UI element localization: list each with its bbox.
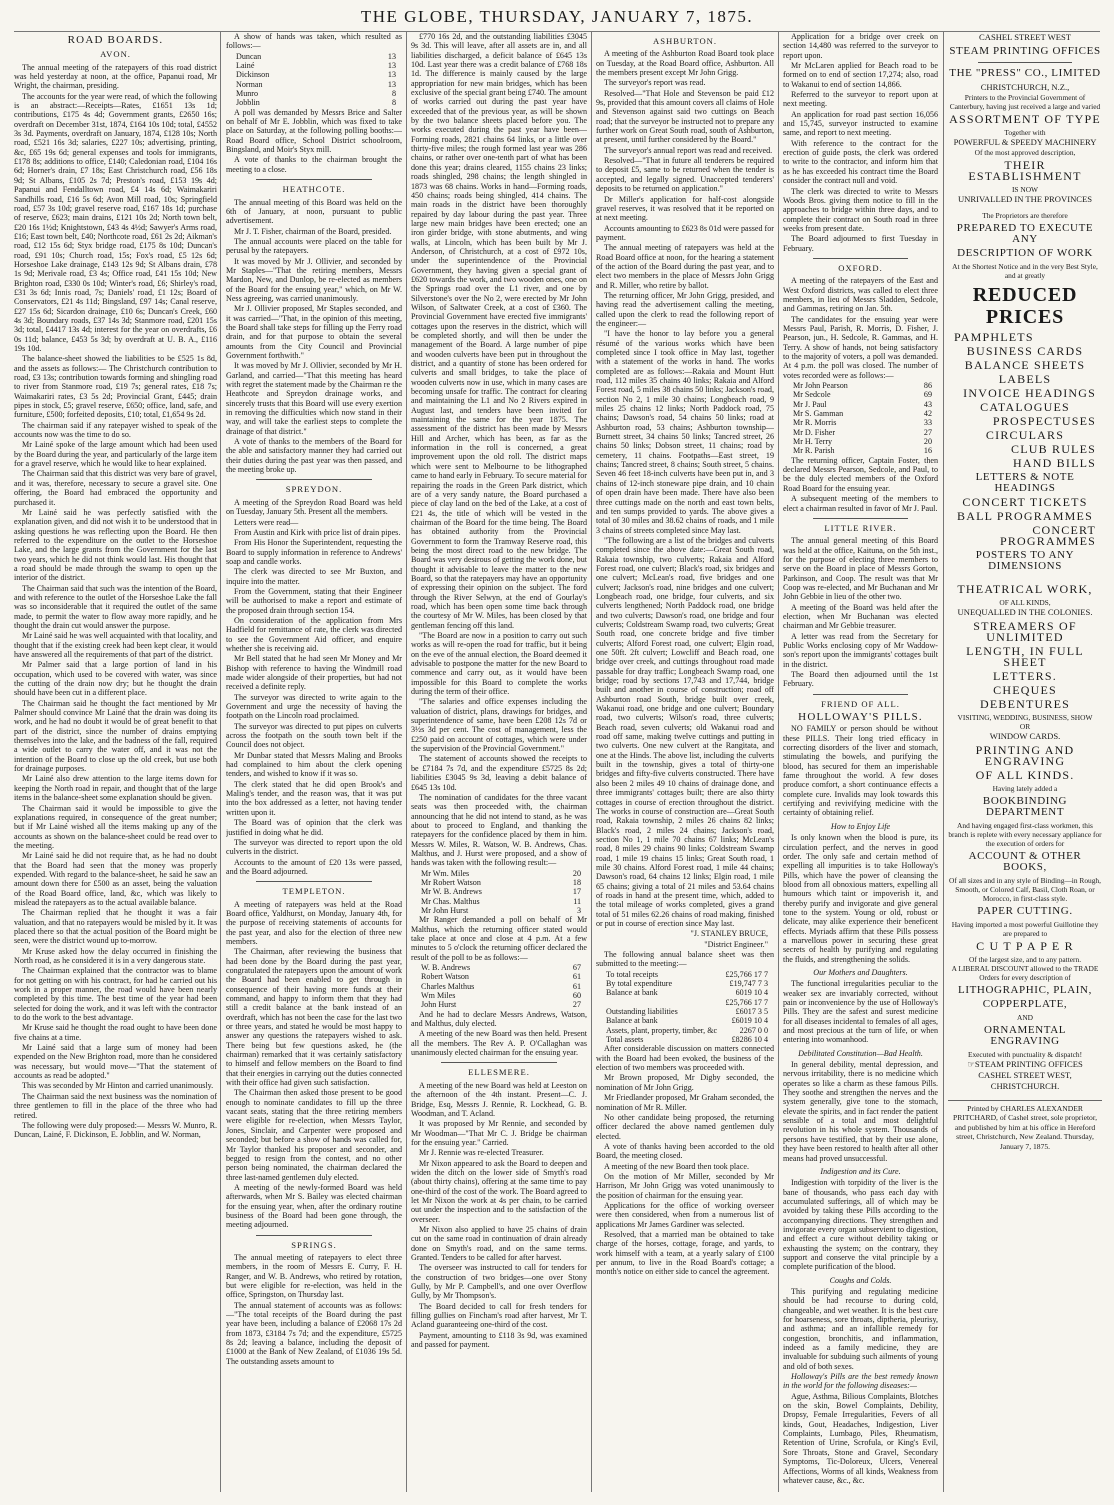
paragraph: On consideration of the application from Mrs Hadfield for remittance of rate, the clerk was directed to see the Government Aid officer, and enquire whether she is receiving aid. [226, 615, 402, 653]
ad-line: POWERFUL & SPEEDY MACHINERY [953, 137, 1097, 147]
paragraph: It was moved by Mr J. Ollivier, seconded by Mr H. Garland, and carried—"That this meeting has heard with regret the statement made by the Chairman re the Heathcote and Spreydon drainage works, and sincerely trusts that this Board will use every exertion in removing the difficulties which now stand in their way, and will take the earliest steps to complete the drainage of that district." [226, 361, 402, 436]
divider [256, 179, 372, 180]
paragraph: In general debility, mental depression, and nervous irritability, there is no medicine which operates so like a charm as these famous Pills. They soothe and strengthen the nerves and the system generally, give tone to the stomach, elevate the spirits, and in fact render the patient sensible of a total and most delightful revolution in his whole system. Thousands of persons have testified, that by their use alone, they have been restored to health after all other means had proved unsuccessful. [783, 1060, 938, 1163]
column-5 [783, 32, 938, 1497]
ad-item: CLUB RULES [1010, 442, 1096, 456]
paragraph: The clerk was directed to see Mr Buxton, and inquire into the matter. [226, 567, 402, 586]
ad-headline-reduced-prices: REDUCED PRICES [972, 284, 1078, 328]
ad-heading: PREPARED TO EXECUTE ANY [956, 222, 1094, 245]
advert-kicker: FRIEND OF ALL. [821, 698, 900, 709]
paragraph: The Board decided to call for fresh tenders for filling gullies on Fincham's road after harvest, Mr T. Acland guaranteeing one-third of the cost. [411, 1301, 587, 1330]
divider [978, 62, 1072, 63]
ad-heading: COPPERPLATE, [982, 998, 1068, 1010]
paragraph: Mr Lainé said he was well acquainted with that locality, and thought that if the existing creek had been kept clear, it would have answered all the requirements of that part of the district. [14, 631, 217, 659]
column-2 [226, 32, 402, 1497]
heading-avon: AVON. [100, 49, 131, 60]
paragraph: Mr Friedlander proposed, Mr Graham seconded, the nomination of Mr R. Miller. [596, 1093, 774, 1112]
ad-heading: DEBENTURES [980, 697, 1070, 711]
ad-heading: ASSORTMENT OF TYPE [949, 112, 1101, 126]
balance-row: By total expenditure £19,747 7 3 [606, 979, 768, 989]
heading-oxford: OXFORD. [838, 262, 883, 273]
ad-line: CHRISTCHURCH, N.Z., [980, 82, 1070, 92]
ad-heading: OF ALL KINDS. [975, 768, 1075, 782]
masthead: THE GLOBE, THURSDAY, JANUARY 7, 1875. [360, 7, 754, 26]
ad-line: WINDOW CARDS. [989, 731, 1061, 741]
paragraph: The surveyor's annual report was read and received. [604, 145, 773, 155]
paragraph: The clerk stated that he did open Brook's and Maling's tender, and the reason was, that it was put into the box addressed as a letter, not having tender written upon it. [226, 779, 402, 817]
ad-item: LABELS [998, 372, 1052, 386]
paragraph: Mr J. Ollivier proposed, Mr Staples seconded, and it was carried—"That, in the opinion of this meeting, the Board shall take steps for filling up the Ferry road drain, and for that purpose to obtain the several amounts from the City Council and Provincial Government forthwith." [226, 304, 402, 360]
paragraph: The Chairman, after reviewing the business that had been done by the Board during the past year, congratulated the ratepayers upon the amount of work the Board had been enabled to get through in consequence of their having more funds at their command, and happy to inform them that they had still a credit balance at the bank instead of an overdraft, which has not been the case for the last two or three years, and stated he would be most happy to answer any questions the ratepayers wished to ask. There being but few questions asked, he (the chairman) remarked that it was certainly satisfactory to himself and fellow members on the Board to find that their energies in carrying out the duties connected with their office had given such satisfaction. [226, 947, 402, 1088]
advert-subhead: How to Enjoy Life [830, 821, 891, 831]
paragraph: Mr Nixon appeared to ask the Board to deepen and widen the ditch on the lower side of Smyth's road (about thirty chains), offering at the same time to pay one-third of the cost of the work. The Board agreed to let Mr Nixon the work at 4s per chain, to be carried out under the inspection and to the satisfaction of the overseer. [411, 1158, 587, 1224]
ad-heading: BOOKBINDING DEPARTMENT [982, 795, 1068, 818]
paragraph: The Board then adjourned until the 1st February. [783, 670, 938, 689]
ad-line: VISITING, WEDDING, BUSINESS, SHOW [957, 713, 1093, 722]
ad-item: POSTERS TO ANY DIMENSIONS [975, 549, 1075, 572]
advert-subhead: Our Mothers and Daughters. [813, 967, 908, 977]
paragraph: Applications for the office of working overseer were then considered, when from a numerous list of applications Mr James Gardiner was selected. [596, 1200, 774, 1229]
column-4 [596, 32, 774, 1497]
poll-table [783, 381, 938, 456]
paragraph: The statement of accounts showed the receipts to be £7184 7s 7d, and the expenditure £5725 8s 2d; liabilities £3045 9s 3d, leaving a debit balance of £645 13s 10d. [411, 754, 587, 792]
paragraph: The annual meeting of the ratepayers of this road district was held yesterday at noon, at the office, Papanui road, Mr Wright, the chairman, presiding. [14, 62, 217, 91]
advert-subhead: Coughs and Colds. [829, 1275, 892, 1285]
ad-line: UNEQUALLED IN THE COLONIES. [957, 607, 1093, 617]
paragraph: From His Honor the Superintendent, requesting the Board to supply information in reference to Andrews' soap and candle works. [226, 538, 402, 566]
ad-heading: THEIR ESTABLISHMENT [968, 158, 1082, 183]
paragraph: "I have the honor to lay before you a general résumé of the various works which have been completed since I took office in May last, together with a statement of the works in hand. The works completed are as follows:—Rakaia and Mount Hutt road, 112 miles 35 chains 40 links; Rakaia and Alford Forest road, 5 miles 38 chains 50 links; Jackson's road, section No 2, 1 mile 30 chains; Longbeach road, 9 miles 25 chains 12 links; North Paddock road, 75 chains; Dawson's road, 54 chains 50 links; road at Ashburton road, 53 chains; Ashburton township—Burnett street, 34 chains 50 links; Tancred street, 26 chains 50 links; Dobson street, 11 chains; road by cemetery, 11 chains. Footpaths—East street, 19 chains; Tancred street, 8 chains; South street, 5 chains. Seven 46 feet 18-inch culverts have been put in, and 3 chains of 12-inch stoneware pipe drain, and 10 chain of open drain have been made. There have also been three cuttings made on the north and east town belts, and ten sumps provided to yards. The above gives a total of 30 miles and 38.62 chains of roads, and 1 mile 3 chains of streets completed since May last. [596, 329, 774, 535]
ad-line: CASHEL STREET WEST [979, 32, 1071, 42]
ad-item: INVOICE HEADINGS [963, 386, 1096, 400]
paragraph: A vote of thanks to the members of the Board for the able and satisfactory manner they had carried out their duties during the past year was then passed, and the meeting broke up. [226, 437, 402, 475]
ad-item: PROSPECTUSES [992, 414, 1096, 428]
vote-row: Mr Wm. Miles 20 [421, 868, 581, 878]
divider [813, 518, 908, 519]
paragraph: The Board was of opinion that the clerk was justified in doing what he did. [226, 818, 402, 837]
vote-row: Dickinson 13 [236, 70, 396, 80]
paragraph: The chairman said if any ratepayer wished to speak of the accounts now was the time to do so. [14, 420, 217, 440]
paragraph: The annual accounts were placed on the table for perusal by the ratepayers. [226, 236, 402, 256]
divider [813, 694, 908, 695]
paragraph: The surveyor was directed to put pipes on culverts across the footpath on the south town belt if the Council does not object. [226, 721, 402, 750]
balance-row: Balance at bank £6019 10 4 [606, 1016, 768, 1026]
paragraph: A meeting of ratepayers was held at the Road Board office, Yaldhurst, on Monday, January 4th, for the purpose of receiving statements of accounts for the past year, and also for the election of three new members. [226, 899, 402, 946]
ad-heading: C U T P A P E R [976, 939, 1074, 953]
column-rule [220, 32, 221, 1492]
paragraph: Resolved, that a married man be obtained to take charge of the horses, cottage, forage, and yards, to work himself with a team, at a yearly salary of £100 per annum, to live in the Road Board's cottage; a month's notice on either side to cancel the agreement. [596, 1229, 774, 1277]
column-6-printing-advert [948, 32, 1102, 1497]
paragraph: The annual meeting of this Board was held on the 6th of January, at noon, pursuant to public advertisement. [226, 197, 402, 226]
ad-line: Having imported a most powerful Guillotine they are prepared to [951, 920, 1099, 938]
paragraph: The returning officer, Captain Foster, then declared Messrs Pearson, Sedcole, and Paul, to be the duly elected members of the Oxford Road Board for the ensuing year. [783, 455, 938, 493]
paragraph: Mr Ranger demanded a poll on behalf of Mr Malthus, which the returning officer stated would take place at once and close at 4 p.m. At a few minutes to 5 o'clock the returning officer declared the result of the poll to be as follows:— [411, 915, 587, 962]
paragraph: Referred to the surveyor to report upon at next meeting. [783, 90, 938, 109]
ad-line: Of the most approved description, [974, 148, 1076, 157]
ad-line: OF ALL KINDS, [999, 598, 1051, 607]
paragraph: A poll was demanded by Messrs Brice and Salter on behalf of Mr E. Jobblin, which was fixed to take place on Saturday, at the following polling booths:—Road Board office, School District schoolroom, Bingsland, and Moir's Styx mill. [226, 107, 402, 155]
paragraph: From Austin and Kirk with price list of drain pipes. [234, 527, 401, 537]
paragraph: NO FAMILY or person should be without these PILLS. Their long tried efficacy in correcting disorders of the liver and stomach, stimulating the bowels, and purifying the blood, has secured for them an imperishable fame throughout the world. A few doses produce comfort, a short continuance effects a complete cure. Invalids may look towards this certifying and revivifying medicine with the certainty of obtaining relief. [783, 724, 938, 818]
paragraph: The functional irregularities peculiar to the weaker sex are invariably corrected, without pain or inconvenience by the use of Holloway's Pills. They are the safest and surest medicine for all diseases incidental to females of all ages, and most precious at the turn of life, or when entering into womanhood. [783, 979, 938, 1045]
vote-row: Mr W. B. Andrews 17 [421, 887, 581, 897]
column-rule [943, 32, 944, 1492]
ad-heading: PAPER CUTTING. [977, 905, 1073, 917]
poll-row: Mr R. Morris 33 [793, 418, 932, 428]
balance-row: Total assets £8286 10 4 [606, 1035, 768, 1045]
paragraph: Indigestion with torpidity of the liver is the bane of thousands, who pass each day with accumulated sufferings, all of which may be avoided by taking these Pills according to the accompanying directions. They strengthen and invigorate every organ subservient to digestion, and effect a cure without debility taking or exhausting the system; on the contrary, they support and conserve the vital principle by a complete purification of the blood. [783, 1178, 938, 1272]
ad-item: BALANCE SHEETS [964, 358, 1086, 372]
ad-item: CONCERT PROGRAMMES [999, 523, 1096, 548]
paragraph: The following were duly proposed:— Messrs W. Munro, R. Duncan, Lainé, F. Dickinson, E. Jobblin, and W. Norman, [14, 1120, 217, 1140]
poll-row: Mr J. Paul 43 [793, 399, 932, 409]
poll-row: Charles Malthus 61 [421, 981, 581, 991]
ad-line: Of the largest size, and to any pattern. [968, 955, 1082, 964]
poll-row: John Hurst 27 [421, 1000, 581, 1010]
column-3 [411, 32, 587, 1497]
paragraph: The annual statement of accounts was as follows:—"The total receipts of the Board during the past year have been, including a balance of £2068 17s 2d from 1873, £3184 7s 7d; and the expenditure, £5725 8s 2d; leaving a balance, including the deposit of £1000 at the Bank of New Zealand, of £1036 19s 5d. The outstanding assets amount to [226, 1300, 402, 1366]
vote-row: Jobblin 8 [236, 98, 396, 108]
ad-line: A LIBERAL DISCOUNT allowed to the TRADE [951, 964, 1099, 973]
paragraph: The Chairman explained that the contractor was to blame for not getting on with his contract, for had he carried out his work in a proper manner, the road would have been nearly completed by this time. The best time of the year had been selected for doing the work, and it was left with the contractor to do the work to the best advantage. [14, 966, 217, 1023]
ad-item: BUSINESS CARDS [966, 344, 1084, 358]
vote-row: Norman 13 [236, 79, 396, 89]
paragraph: Mr Lainé also drew attention to the large items down for keeping the North road in repair, and thought that of the large items in the balance-sheet some explanation should be given. [14, 774, 217, 803]
ad-heading: ORNAMENTAL ENGRAVING [983, 1024, 1067, 1047]
paragraph: And he had to declare Messrs Andrews, Watson, and Malthus, duly elected. [411, 1009, 587, 1029]
paragraph: Mr Nixon also applied to have 25 chains of drain cut on the same road in continuation of drain already done on Smyth's road, and on the same terms. Granted. Tenders to be called for after harvest. [411, 1224, 587, 1262]
column-rule [591, 32, 592, 1492]
ad-line: Executed with punctuality & dispatch! [967, 1050, 1083, 1059]
paragraph: This purifying and regulating medicine should be had recourse to during cold, changeable, and wet weather. It is the best cure for hoarseness, sore throats, diptheria, pleurisy, and asthma; and an infallible remedy for congestion, bronchitis, and inflammation, indeed as a family medicine, they are invaluable for subduing such ailments of young and old of both sexes. [783, 1286, 938, 1371]
ad-line: Printers to the Provincial Government of Canterbury, having just received a large and varied [949, 93, 1101, 111]
paragraph: Mr Lainé said that a large sum of money had been expended on the New Brighton road, more than he considered was necessary, but would move—"That the statement of accounts as read be adopted." [14, 1043, 217, 1081]
paragraph: A meeting of the new Board then took place. [604, 1161, 749, 1171]
heading-heathcote: HEATHCOTE. [282, 184, 346, 195]
paragraph: A letter was read from the Secretary for Public Works enclosing copy of Mr Waddow-son's report upon the immigrants' cottages built in the district. [783, 631, 938, 669]
paragraph: "The Board are now in a position to carry out such works as will re-open the road for traffic, but it being on the eve of the annual election, the Board deemed it advisable to postpone the matter for the new Board to commence and carry out, as it would have been impossible for this Board to complete the works during the term of their office. [411, 631, 587, 697]
ad-heading: LENGTH, IN FULL SHEET [966, 644, 1084, 669]
divider [256, 1235, 372, 1236]
paragraph: £770 16s 2d, and the outstanding liabilities £3045 9s 3d. This will leave, after all assets are in, and all liabilities discharged, a deficit balance of £645 13s 10d. Last year there was a credit balance of £768 18s 1d. The difference is mainly caused by the large appropriation for new main bridges, which has been exclusive of the special grant being £740. The amount of works carried out during the past year have exceeded that of the previous year, as will be shown by the two balance sheets placed before you. The works executed during the past year have been—Forming roads, 2821 chains 64 links, or a little over thirty-five miles; the rough formed last year was 286 chains, or rather over one-tenth part of what has been done this year; drains cleared, 1155 chains 23 links; roads shingled, 298 chains; the length shingled in 1873 was 68 chains. Works in hand—Forming roads, 450 chains; roads being shingled, 414 chains. The main roads in the district have been thoroughly repaired by day labour during the past year. Three large new main bridges have been erected; one an iron girder bridge, with stone abutments, and wing walls, at Lincoln, which has been built by Mr J. Anderson, of Christchurch, at a cost of £972 10s, under the superintendence of the Provincial Government, they having given a special grant of £620 towards the work, and two wooden ones, one on the Springs road over the L1 river, and one by Silverstone's over the No 2, were erected by Mr John Wilson, of Saltwater Creek, at a cost of £360. The Provincial Government have erected five immigrants' cottages upon the reserves in the district, which will be completed shortly, and will then be under the management of the Board. A large number of pipe and wooden culverts have been put in throughout the district, and a quantity of stone has been ordered for culverts and small bridges, to take the place of wooden culverts now in use, which in many cases are becoming unsafe for traffic. The contract for clearing and maintaining the L1 and No 2 Rivers expired in August last, and tenders have been invited for maintaining the same for the year 1875. The assessment of the district has been made by Messrs Hill and Archer, which has been, as far as the information in the roll is concerned, a great improvement upon the old roll. The district maps which were sent to Melbourne to be lithographed came to hand early in February. To secure material for repairing the roads in the Green Park district, which are of a very sandy nature, the Board purchased a piece of clay land on the bed of the Lake, at a cost of £21 4s, the title of which will be vested in the chairman of the Board for the time being. The Board has obtained authority from the Provincial Government to form the Tramway Reserve road, this being the most direct road to the new bridge. The Board was very desirous of getting the work done, but thought it advisable to leave the matter to the new Board, so that the ratepayers may have an opportunity of expressing their opinion on the subject. The ford through the River Selwyn, at the end of Gourlay's road, which has been open some time back through the courtesy of Mr W. Miles, has been closed by that gentleman fencing off this land. [411, 32, 587, 630]
ad-heading: LITHOGRAPHIC, PLAIN, [958, 984, 1092, 996]
paragraph: A vote of thanks to the chairman brought the meeting to a close. [226, 155, 402, 174]
balance-row: Assets, plant, property, timber, &c 2267 0 0 [606, 1025, 768, 1035]
paragraph: A meeting of the ratepayers of the East and West Oxford districts, was called to elect three members, in lieu of Messrs Sladden, Sedcole, and Gammas, retiring on Jan. 5th. [783, 276, 938, 314]
avon-report [14, 63, 217, 1140]
paragraph: A meeting of the new Board was then held. Present all the members. The Rev A. P. O'Callaghan was unanimously elected chairman for the ensuing year. [411, 1029, 587, 1058]
vote-table [411, 869, 587, 916]
ad-item: LETTERS & NOTE HEADINGS [975, 471, 1075, 494]
paragraph: The annual general meeting of this Board was held at the office, Kaituna, on the 5th inst., for the purpose of electing three members to serve on the Board in place of Messrs Gorton, Parkinson, and Coop. The result was that Mr Coop was re-elected, and Mr Buchanan and Mr John Gebbie in lieu of the other two. [783, 536, 938, 602]
paragraph: Application for a bridge over creek on section 14,480 was referred to the surveyor to report upon. [783, 32, 938, 60]
poll-row: Mr S. Gamman 42 [793, 409, 932, 419]
balance-row: Outstanding liabilities £6017 3 5 [606, 1007, 768, 1017]
ad-line: Having lately added a [992, 784, 1058, 793]
paragraph: The Chairman replied that he thought it was a fair valuation, and that no ratepayers would be misled by it. It was placed there so that the actual position of the Board might be seen, were the district wound up to-morrow. [14, 908, 217, 946]
poll-row: W. B. Andrews 67 [421, 963, 581, 973]
divider [441, 1062, 557, 1063]
ad-line: OR [1019, 722, 1031, 731]
column-1 [14, 32, 217, 1497]
paragraph: The accounts for the year were read, of which the following is an abstract:—Receipts—Rates, £1651 13s 1d; contributions, £175 4s 4d; Government grants, £2650 16s; overdraft on December 31st, 1874, £164 10s 10d; total, £4552 3s 3d. Payments, overdraft on January, 1874, £128 10s; North road, £521 16s 3d; salaries, £227 10s; advertising, printing, &c, £65 19s 6d; general expenses and tools for immigrants, £178 8s; additions to office, £140; Caledonian road, £104 16s 6d; Horner's drain, £7 18s; East Christchurch road, £56 18s 9d; St Albans, £105 2s 7d; Preston's road, £153 19s 4d; Papanui and Fendalltown road, £4 14s 6d; Waimakariri Sandhills road, £16 5s 6d; Avon Mill road, 10s; Springfield road, £57 3s 10d; gravel reserve road, £167 18s 1d; purchase of reserve, £623; main drains, £121 10s 2d; North town belt, £20 16s 1½d; Knightstown, £43 4s 4½d; Sawyer's Arms road, £16; East town belt, £40; Northcote road, £61 2s 2d; Aikman's road, £12 15s 6d; Styx bridge road, £175 8s 10d; Duncan's road, £91 10s; Church road, 15s; Fox's road, £5 12s 6d; Horseshoe Lake drainage, £143 12s 9d; St Albans drain, £78 1s 9d; Merivale road, £3 4s; Office road, £41 15s 10d; New Brighton road, £330 0s 10d; Winter's road, £6; Shirley's road, £31 3s 6d; Innis road, 7s; Daniels' road, £1 12s; Board of Conservators, £21 4s 11d; Bingsland, £97 14s; Canal reserve, £27 15s 6d; Sicardon drainage, £10 6s; Duncan's Creek, £60 4s 3d; Boundary roads, £37 14s 3d; Stanmore road, £201 15s 3d; total, £4417 13s 4d; interest for the year on overdrafts, £6 0s 11d; balance, £453 5s 3d; by overdraft at U. B. A., £116 19s 10d. [14, 91, 217, 353]
heading-spreydon: SPREYDON. [285, 484, 343, 495]
ad-item: HAND BILLS [1013, 456, 1096, 470]
paragraph: With reference to the contract for the erection of guide posts, the clerk was ordered to write to the contractor, and inform him that as he has exceeded his contract time the Board consider the contract null and void. [783, 138, 938, 186]
poll-row: Mr Sedcole 69 [793, 390, 932, 400]
advert-title-holloways-pills: HOLLOWAY'S PILLS. [798, 711, 923, 724]
paragraph: "The following are a list of the bridges and culverts completed since the above date:—Great South road, Rakaia township, two culverts; Rakaia and Alford Forest road, one culvert; Black's road, six bridges and one culvert; McLean's road, five bridges and one culvert; Jackson's road, nine bridges and one culvert; Longbeach road, one bridge, four culverts, and six culverts lengthened; North Paddock road, one bridge and two culverts; Dawson's road, one bridge and four culverts; Coldstream Swamp road, two culverts; Great South road, one concrete bridge and five timber culverts; Alford Forest road, one culvert; Elgin road, one 50ft. 2ft culvert; Lowcliff and Beach road, one bridge over creek, and cuttings throughout road made passable for dray traffic; Longbeach Swamp road, one bridge; road by sections 17,743 and 17,744, bridge built and another in course of construction; road off Ashburton road South, bridge built over creek, Wakanui road, one bridge and one culvert; Boundary road, two culverts; Wilson's road, three culverts; Beach road, seven culverts; old Wakanui road and road off same, making twelve cuttings and putting in two culverts. One new culvert at the Rangitata, and one at the Hinds. The above list, including the culverts built in the township, gives a total of thirty-one bridges and fifty-five culverts constructed. There have also been 2 miles 49 10 chains of drainage done, and three immigrants' cottages built; there are also thirty cottages in course of erection throughout the district. The works in course of construction are—Great South road, Rakaia township, 2 miles 26 chains 82 links; Black's road, 2 miles 24 chains; Jackson's road, section No 1, 1 mile 70 chains 67 links; McLean's road, 8 miles 29 chains 90 links; Coldstream Swamp road, 1 mile 19 chains 15 links; Great South road, 1 mile 30 chains. Alford Forest road, 1 mile 44 chains; Dawson's road, 64 chains 12 links; Elgin road, 1 mile 65 chains; giving a total of 21 miles and 53.64 chains of roads in hand at the present time, which, added to the total mileage of works completed, gives a grand total of 51 miles 62.26 chains of road making, finished or put in course of erection since May last. [596, 535, 774, 928]
paragraph: Resolved—"That in future all tenderers be required to deposit £5, same to be returned when the tender is accepted, and legally signed. Unaccepted tenderers' deposits to be returned on application." [596, 156, 774, 194]
poll-row: Wm Miles 60 [421, 991, 581, 1001]
paragraph: A meeting of the Ashburton Road Board took place on Tuesday, at the Road Board office, Ashburton. All the members present except Mr John Grigg. [596, 49, 774, 78]
ad-item: CIRCULARS [985, 428, 1065, 442]
column-rule [406, 32, 407, 1492]
ad-heading: STEAM PRINTING OFFICES [949, 45, 1101, 57]
poll-row: Robert Watson 61 [421, 972, 581, 982]
paragraph: Mr J. T. Fisher, chairman of the Board, presided. [234, 226, 392, 236]
paragraph: A meeting of the Spreydon Road Board was held on Tuesday, January 5th. Present all the members. [226, 497, 402, 517]
vote-row: Munro 8 [236, 89, 396, 99]
paragraph: The returning officer, Mr John Grigg, presided, and having read the advertisement calling the meeting, called upon the clerk to read the following report of the engineer:— [596, 290, 774, 328]
ad-item: CATALOGUES [980, 400, 1070, 414]
ad-line: CASHEL STREET WEST, [978, 1070, 1072, 1080]
poll-row: Mr D. Fisher 27 [793, 427, 932, 437]
balance-sheet [596, 970, 774, 1045]
paragraph: The Board adjourned to first Tuesday in February. [783, 234, 938, 253]
paragraph: A meeting of the Board was held after the election, when Mr Buchanan was elected chairman and Mr Gebbie treasurer. [783, 602, 938, 631]
paragraph: No other candidate being proposed, the returning officer declared the above named gentlemen duly elected. [596, 1112, 774, 1141]
paragraph: On the motion of Mr Miller, seconded by Mr Harrison, Mr John Grigg was voted unanimously to the position of chairman for the ensuing year. [596, 1171, 774, 1200]
paragraph: Accounts amounting to £623 8s 01d were passed for payment. [596, 223, 774, 242]
ad-heading: LETTERS. [993, 669, 1057, 683]
divider [256, 881, 372, 882]
paragraph: Holloway's Pills are the best remedy known in the world for the following diseases:— [783, 1372, 938, 1391]
paragraph: The surveyor's report was read. [604, 78, 706, 88]
paragraph: The Chairman said that such was the intention of the Board, and with reference to the outlet of the Horseshoe Lake the fall was so inconsiderable that it required the outlet of the same made, to permit the water to flow away more rapidly, and he thought the drain cut would answer the purpose. [14, 583, 217, 630]
ad-item: CONCERT TICKETS [962, 495, 1088, 509]
ad-line: UNRIVALLED IN THE PROVINCES [957, 194, 1093, 204]
ad-line: IS NOW [1011, 185, 1039, 194]
section-title-road-boards: ROAD BOARDS. [67, 34, 164, 46]
paragraph: "The salaries and office expenses including the valuation of district, plans, drawings for bridges, and superintendence of same, have been £208 12s 7d or 3½s 3d per cent. The cost of management, less the £250 paid on account of cottages, which were under the supervision of the Provincial Government." [411, 697, 587, 754]
balance-row: £25,766 17 7 [725, 997, 768, 1007]
vote-row: Mr Robert Watson 18 [421, 877, 581, 887]
paragraph: Mr Kruse said he thought the road ought to have been done five chains at a time. [14, 1023, 217, 1042]
ad-line: AND [1016, 1013, 1033, 1022]
paragraph: Mr Kruse asked how the delay occurred in finishing the North road, as he considered it is in a very dangerous state. [14, 946, 217, 965]
advert-subhead: Debilitated Constitution—Bad Health. [798, 1048, 923, 1058]
ad-heading: CHEQUES [993, 683, 1057, 697]
paragraph: Ague, Asthma, Bilious Complaints, Blotches on the skin, Bowel Complaints, Debility, Dropsy, Female Irregularities, Fevers of all kinds, Gout, Headaches, Indigestion, Liver Complaints, Lumbago, Piles, Rheumatism, Retention of Urine, Scrofula, or King's Evil, Sore Throats, Stone and Gravel, Secondary Symptoms, Tic-Doloreux, Ulcers, Venereal Affections, Worms of all kinds, Weakness from whatever cause, &c., &c. [783, 1391, 938, 1485]
heading-little-river: LITTLE RIVER. [824, 522, 897, 533]
ad-line: And having engaged first-class workmen, this branch is replete with every necessary appliance for the execution of orders for [948, 821, 1102, 848]
signature: "J. STANLEY BRUCE, [690, 929, 768, 939]
ad-heading: ACCOUNT & OTHER BOOKS, [968, 850, 1082, 873]
column-rule [778, 32, 779, 1492]
paragraph: The Chairman said he thought the fact mentioned by Mr Palmer should convince Mr Lainé that the drain was doing its work, and he had no doubt it would be of great benefit to that part of the district, since the number of drains emptying themselves into the lake, and the badness of the fall, required a wide outlet to carry the water off, and it was not the intention of the Board to close up the old creek, but use both for drainage purposes. [14, 698, 217, 774]
paragraph: The Chairman said the next business was the nomination of three gentlemen to fill in the place of the three who had retired. [14, 1091, 217, 1120]
ad-heading: PRINTING AND ENGRAVING [975, 743, 1075, 768]
paragraph: It was proposed by Mr Rennie, and seconded by Mr Woodman—"That Mr C. J. Bridge be chairman for the ensuing year." Carried. [411, 1119, 587, 1147]
heading-ashburton: ASHBURTON. [653, 36, 717, 46]
paragraph: This was seconded by Mr Hinton and carried unanimously. [22, 1081, 214, 1091]
ad-line: Orders for every description of [979, 973, 1071, 982]
paragraph: Mr McLaren applied for Beach road to be formed on to end of section 17,274; also, road to Wakanui to end of section 14,866. [783, 61, 938, 89]
divider [813, 258, 908, 259]
poll-table [411, 963, 587, 1010]
paragraph: The balance-sheet showed the liabilities to be £525 1s 8d, and the assets as follows:— The Christchurch contribution to road, £3 13s; contribution towards forming and shingling road to river from Stanmore road, £19 7s; general rates, £18 7s; Waimakariri rates, £3 5s 2d; Provincial Grant, £445; drain pipes in stock, £5; gravel reserve, £650; office, land, safe, and furniture, £500; forfeited deposits, £10; total, £1,654 9s 2d. [14, 354, 217, 420]
vote-row: Duncan 13 [236, 51, 396, 61]
poll-row: Mr R. Parish 16 [793, 446, 932, 456]
paragraph: Dr Miller's application for half-cost alongside gravel reserves, it was resolved that it be reported on at next meeting. [596, 194, 774, 223]
paragraph: It was moved by Mr J. Ollivier, and seconded by Mr Staples—"That the retiring members, Messrs Mardon, New, and Dunlop, be re-elected as members of the Board for the ensuing year," which, on Mr W. Ness agreeing, was carried unanimously. [226, 256, 402, 303]
poll-row: Mr John Pearson 86 [793, 381, 932, 391]
ad-line: Of all sizes and in any style of Binding—in Rough, Smooth, or Colored Calf, Basil, Cloth Roan, or Morocco, in first-class style. [949, 876, 1101, 903]
balance-row: To total receipts £25,766 17 7 [606, 969, 768, 979]
ad-line: CHRISTCHURCH. [990, 1081, 1060, 1091]
paragraph: An application for road past section 16,056 and 15,745, surveyor instructed to examine same, and report to next meeting. [783, 109, 938, 138]
paragraph: The surveyor was directed to write again to the Government and urge the necessity of having the footpath on the Lincoln road proclaimed. [226, 692, 402, 721]
paragraph: The clerk was directed to write to Messrs Woods Bros. giving them notice to fill in the approaches to bridge within three days, and to complete their contract on South road in three weeks from present date. [783, 186, 938, 233]
vote-row: Mr John Hurst 3 [421, 905, 581, 915]
ad-heading: THEATRICAL WORK, [957, 582, 1093, 596]
advert-subhead: Indigestion and its Cure. [820, 1166, 901, 1176]
heading-templeton: TEMPLETON. [282, 886, 346, 897]
paragraph: Mr Lainé said he was perfectly satisfied with the explanation given, and did not wish it to be understood that in asking questions he was reflecting upon the Board. He then referred to the expenditure on the outlet to the Horseshoe Lake, and the large grants from the Government for the last two years, which he did not think would last. His thought that a road should be made through the swamp to open up the interior of the district. [14, 507, 217, 583]
paragraph: Mr J. Rennie was re-elected Treasurer. [419, 1148, 544, 1158]
paragraph: Mr Lainé spoke of the large amount which had been used by the Board during the year, and particularly of the large item for a gravel reserve, which he would like to hear explained. [14, 440, 217, 469]
paragraph: Resolved—"That Hole and Stevenson be paid £12 9s, provided that this amount covers all claims of Hole and Stevenson against said two cuttings on Beach road; that the surveyor be instructed not to prepare any further work on Great South road, south of Ashburton, at present, until further considered by the Board." [596, 88, 774, 145]
balance-row: Balance at bank 6019 10 4 [606, 988, 768, 998]
paragraph: Mr Bell stated that he had seen Mr Money and Mr Bishop with reference to having the Windmill road made wider alongside of their properties, but had not received a definite reply. [226, 654, 402, 692]
signature-title: "District Engineer." [704, 939, 768, 949]
paragraph: The Chairman said that this district was very bare of gravel, and it was, therefore, necessary to secure a gravel site. One offering, the Board had embraced the opportunity and purchased it. [14, 469, 217, 507]
paragraph: Payment, amounting to £118 3s 9d, was examined and passed for payment. [411, 1330, 587, 1350]
ad-line: ☞STEAM PRINTING OFFICES [967, 1059, 1083, 1069]
paragraph: The surveyor was directed to report upon the old culverts in the district. [226, 837, 402, 857]
paragraph: Mr Brown proposed, Mr Digby seconded, the nomination of Mr John Grigg. [596, 1073, 774, 1092]
ad-heading: STREAMERS OF UNLIMITED [973, 619, 1077, 644]
ad-line: At the Shortest Notice and in the very Best Style, and at greatly [952, 262, 1098, 280]
divider [256, 479, 372, 480]
paragraph: A show of hands was taken, which resulted as follows:— [226, 32, 402, 51]
paragraph: Accounts to the amount of £20 13s were passed, and the Board adjourned. [226, 857, 402, 876]
paragraph: A meeting of the new Board was held at Leeston on the afternoon of the 4th instant. Present—C. J. Bridge, Esq, Messrs J. Rennie, R. Lockhead, G. B. Woodman, and T. Acland. [411, 1080, 587, 1118]
paragraph: A subsequent meeting of the members to elect a chairman resulted in favor of Mr J. Paul. [783, 494, 938, 513]
paragraph: A vote of thanks having been accorded to the old Board, the meeting closed. [596, 1141, 774, 1161]
paragraph: The overseer was instructed to call for tenders for the construction of two bridges—one over Stony Gully, by Mr P. Campbell's, and one over Overflow Gully, by Mr Thompson's. [411, 1263, 587, 1301]
paragraph: The following annual balance sheet was then submitted to the meeting:— [596, 950, 774, 969]
ad-line: Together with [1004, 128, 1046, 137]
heading-ellesmere: ELLESMERE. [468, 1067, 530, 1078]
paragraph: From the Government, stating that their Engineer will be authorised to make a report and estimate of the proposed drain through section 154. [226, 586, 402, 615]
ad-line: The Proprietors are therefore [982, 211, 1068, 220]
paragraph: The Chairman then asked those present to be good enough to nominate candidates to fill up the three vacant seats, stating that the three retiring members were eligible for re-election, when Messrs Taylor, Jones, Sinclair, and Carpenter were proposed and seconded; but before a show of hands was called for, Mr Taylor thanked his proposer and seconder, and begged to resign from the contest, and no other person being nominated, the chairman declared the three last-named gentlemen duly elected. [226, 1088, 402, 1182]
paragraph: After considerable discussion on matters connected with the Board had been evoked, the business of the election of two members was proceeded with. [596, 1044, 774, 1073]
paragraph: The Chairman said it would be impossible to give the explanations required, in consequence of the great number; but if Mr Lainé wished all the items making up any of the accounts as shown on the balance-sheet could be read over to the meeting. [14, 803, 217, 850]
ad-item: PAMPHLETS [954, 330, 1034, 344]
paragraph: The candidates for the ensuing year were Messrs Paul, Parish, R. Morris, D. Fisher, J. Pearson, jun., H. Sedcole, R. Gammas, and H. Terry. A show of hands, not being satisfactory to the majority of voters, a poll was demanded. At 4 p.m. the poll was closed. The number of votes recorded were as follows:— [783, 314, 938, 380]
ad-company-name: THE "PRESS" CO., LIMITED [949, 67, 1101, 79]
paragraph: Mr Palmer said that a large portion of land in his occupation, which used to be covered with water, was since the cutting of the drain now dry; but he thought the drain should have been cut in a different place. [14, 660, 217, 698]
heading-springs: SPRINGS. [291, 1239, 337, 1250]
vote-table [226, 52, 402, 108]
vote-row: Lainé 13 [236, 61, 396, 71]
printer-imprint: Printed by CHARLES ALEXANDER PRITCHARD, of Cashel street, sole proprietor, and published by him at his office in Hereford street, Christchurch, New Zealand. Thursday, January 7, 1875. [948, 1100, 1102, 1151]
paragraph: The nomination of candidates for the three vacant seats was then proceeded with, the chairman announcing that he did not intend to stand, as he was about to proceed to England, and thanking the ratepayers for the confidence placed by them in him. Messrs W. Miles, R. Watson, W. B. Andrews, Chas. Malthus, and J. Hurst were proposed, and a show of hands was taken with the following result:— [411, 792, 587, 868]
paragraph: The annual meeting of ratepayers was held at the Road Board office at noon, for the hearing a statement of the action of the Board during the past year, and to elect two members in the place of Messrs John Grigg and R. Miller, who retire by ballot. [596, 243, 774, 290]
paragraph: Mr Dunbar stated that Messrs Maling and Brooks had complained to him about the clerk opening tenders, and wished to know if it was so. [226, 750, 402, 779]
poll-row: Mr H. Terry 20 [793, 437, 932, 447]
ad-item: BALL PROGRAMMES [957, 509, 1093, 523]
paragraph: Is only known when the blood is pure, its circulation perfect, and the nerves in good order. The only safe and certain method of expelling all impurities is to take Holloway's Pills, which have the power of cleansing the blood from all obnoxious matters, expelling all humours which taint or impoverish it, and thereby purify and invigorate and give general tone to the system. Young or old, robust or delicate, may alike experience their beneficent effects. Myriads affirm that these Pills possess a marvellous power in securing these great secrets of health by purifying and regulating the fluids, and strengthening the solids. [783, 833, 938, 964]
ad-heading: DESCRIPTION OF WORK [957, 247, 1093, 259]
vote-row: Mr Chas. Malthus 11 [421, 896, 581, 906]
paragraph: Letters were read— [234, 517, 299, 527]
paragraph: A meeting of the newly-formed Board was held afterwards, when Mr S. Bailey was elected chairman for the ensuing year, when, after the ordinary routine business of the Board had been gone through, the meeting adjourned. [226, 1182, 402, 1230]
paragraph: The annual meeting of ratepayers to elect three members, in the room of Messrs E. Curry, F. H. Ranger, and W. B. Andrews, who retired by rotation, but were eligible for re-election, was held in the office, Springston, on Thursday last. [226, 1252, 402, 1300]
paragraph: Mr Lainé said he did not require that, as he had no doubt that the Board had seen that the money was properly expended. With regard to the balance-sheet, he said he saw an amount down there for £500 as an asset, being the valuation of the Road Board office, land, &c, which was likely to mislead the ratepayers as to the actual available balance. [14, 851, 217, 907]
